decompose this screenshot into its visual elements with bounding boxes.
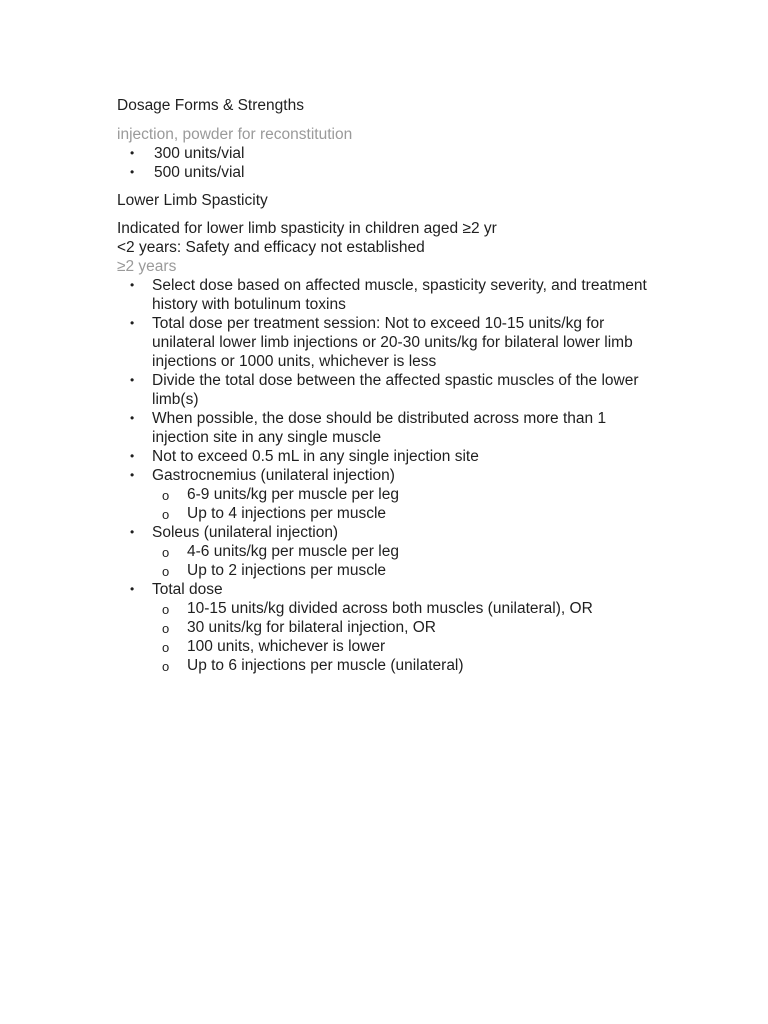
sub-list-item: o Up to 4 injections per muscle — [152, 504, 677, 523]
list-item: • Not to exceed 0.5 mL in any single injection site — [130, 448, 479, 465]
sub-list-item: o 30 units/kg for bilateral injection, OR — [152, 618, 677, 637]
list-item: • Total dose per treatment session: Not to exceed 10-15 units/kg for unilateral lower limb injections or 20-30 units/kg for bilateral lower limb injections or 1000 units, whichever is less — [130, 315, 633, 370]
bullet-icon: • — [130, 373, 135, 387]
bullet-icon: • — [130, 468, 135, 482]
bullet-icon: • — [130, 316, 135, 330]
sub-list-item: o 4-6 units/kg per muscle per leg — [152, 542, 677, 561]
list-item: • When possible, the dose should be distributed across more than 1 injection site in any single muscle — [130, 410, 607, 446]
circle-bullet-icon: o — [162, 545, 170, 560]
circle-bullet-icon: o — [162, 621, 170, 636]
circle-bullet-icon: o — [162, 659, 170, 674]
sub-list-item: o 100 units, whichever is lower — [152, 637, 677, 656]
list-item: • Divide the total dose between the affected spastic muscles of the lower limb(s) — [130, 372, 639, 408]
section-title: Lower Limb Spasticity — [117, 192, 268, 209]
bullet-icon: • — [130, 165, 135, 179]
sub-list-item: o 6-9 units/kg per muscle per leg — [152, 485, 677, 504]
bullet-icon: • — [130, 525, 135, 539]
bullet-icon: • — [130, 278, 135, 292]
indication-text: Indicated for lower limb spasticity in children aged ≥2 yr — [117, 220, 497, 237]
age-group-label: ≥2 years — [117, 258, 177, 275]
list-item: • Gastrocnemius (unilateral injection) o 6-9 units/kg per muscle per leg o Up to 4 injections per muscle — [117, 466, 677, 523]
sub-list — [152, 599, 677, 675]
list-item: • 500 units/vial — [130, 164, 245, 181]
dosing-list — [117, 276, 677, 675]
sub-list-item: o 10-15 units/kg divided across both muscles (unilateral), OR — [152, 599, 677, 618]
sub-list — [152, 542, 677, 580]
bullet-icon: • — [130, 146, 135, 160]
document-page — [117, 96, 677, 675]
circle-bullet-icon: o — [162, 640, 170, 655]
sub-list-item: o Up to 6 injections per muscle (unilateral) — [152, 656, 677, 675]
list-item: • Select dose based on affected muscle, spasticity severity, and treatment history with botulinum toxins — [130, 277, 647, 313]
bullet-icon: • — [130, 411, 135, 425]
circle-bullet-icon: o — [162, 602, 170, 617]
dosage-form-label: injection, powder for reconstitution — [117, 126, 353, 143]
bullet-icon: • — [130, 582, 135, 596]
sub-list-item: o Up to 2 injections per muscle — [152, 561, 677, 580]
sub-list — [152, 485, 677, 523]
dosage-forms-heading: Dosage Forms & Strengths — [117, 97, 304, 114]
strengths-list — [117, 144, 677, 182]
circle-bullet-icon: o — [162, 564, 170, 579]
bullet-icon: • — [130, 449, 135, 463]
list-item: • 300 units/vial — [130, 145, 245, 162]
list-item: • Total dose o 10-15 units/kg divided across both muscles (unilateral), OR o 30 units/kg for bilateral injection, OR o 100 units, whichever is lower o Up to 6 injections per muscle (unilateral) — [117, 580, 677, 675]
list-item: • Soleus (unilateral injection) o 4-6 units/kg per muscle per leg o Up to 2 injections per muscle — [117, 523, 677, 580]
circle-bullet-icon: o — [162, 507, 170, 522]
under-2-note: <2 years: Safety and efficacy not established — [117, 239, 425, 256]
circle-bullet-icon: o — [162, 488, 170, 503]
